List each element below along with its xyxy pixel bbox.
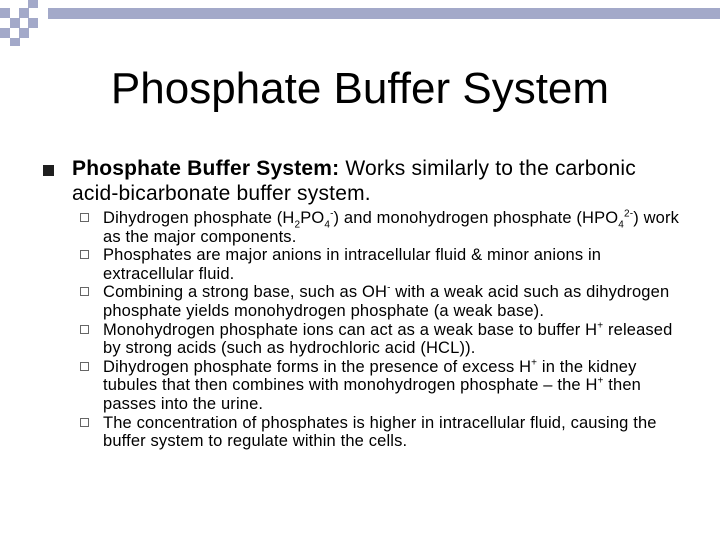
list-item: Dihydrogen phosphate forms in the presence of excess H+ in the kidney tubules that then combines with monohydrogen phosphate – the H+ then passes into the urine. <box>80 358 685 414</box>
main-bullet-body: Works similarly to the carbonic acid-bicarbonate buffer system. <box>72 157 636 205</box>
main-bullet-bold: Phosphate Buffer System: <box>72 157 340 180</box>
sub-bullet-list <box>80 209 685 451</box>
list-item: Monohydrogen phosphate ions can act as a weak base to buffer H+ released by strong acids (such as hydrochloric acid (HCL)). <box>80 321 685 358</box>
main-bullet-text <box>72 156 682 206</box>
list-item: Combining a strong base, such as OH- with a weak acid such as dihydrogen phosphate yields monohydrogen phosphate (a weak base). <box>80 283 685 320</box>
slide-title: Phosphate Buffer System <box>110 64 610 113</box>
hollow-square-bullet-icon <box>80 250 89 259</box>
hollow-square-bullet-icon <box>80 418 89 427</box>
main-bullet-marker <box>43 165 54 176</box>
hollow-square-bullet-icon <box>80 287 89 296</box>
hollow-square-bullet-icon <box>80 213 89 222</box>
hollow-square-bullet-icon <box>80 325 89 334</box>
slide-decoration <box>0 0 720 60</box>
list-item: Phosphates are major anions in intracellular fluid & minor anions in extracellular fluid. <box>80 246 685 283</box>
list-item: Dihydrogen phosphate $(H_2PO_4^-)$ and monohydrogen phosphate $(HPO_4^{2-})$ work as the major components. <box>80 209 685 246</box>
hollow-square-bullet-icon <box>80 362 89 371</box>
list-item: The concentration of phosphates is higher in intracellular fluid, causing the buffer system to regulate within the cells. <box>80 414 685 451</box>
